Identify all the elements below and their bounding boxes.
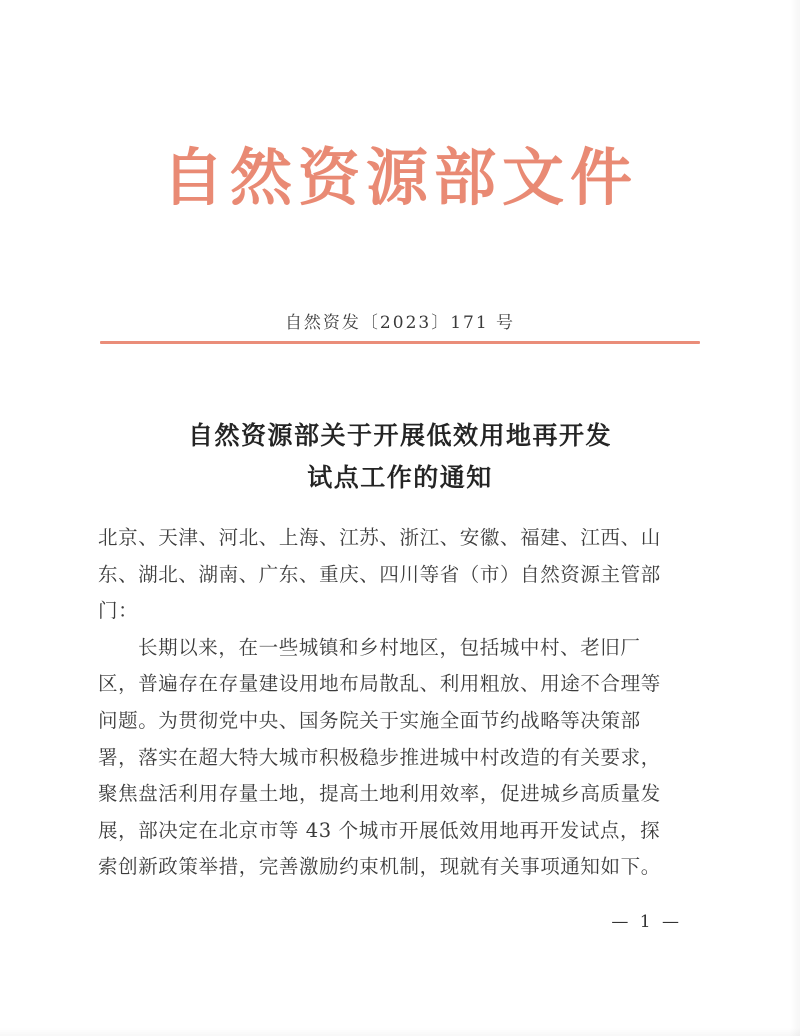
document-body [98,520,682,886]
document-title [0,415,800,499]
recipient-line: 门： [98,599,139,623]
masthead-title: 自然资源部文件 [161,141,638,214]
scan-edge-shading [0,1028,800,1036]
document-number: 自然资发〔2023〕171 号 [284,313,516,333]
body-paragraph-line: 聚焦盘活利用存量土地，提高土地利用效率，促进城乡高质量发 [98,782,661,806]
document-title-line-1: 自然资源部关于开展低效用地再开发 [187,421,612,450]
body-paragraph-line: 索创新政策举措，完善激励约束机制，现就有关事项通知如下。 [98,855,661,879]
document-title-line-2: 试点工作的通知 [307,463,493,492]
body-paragraph-line: 署，落实在超大特大城市积极稳步推进城中村改造的有关要求， [98,745,661,769]
body-paragraph-line: 区，普遍存在存量建设用地布局散乱、利用粗放、用途不合理等 [98,672,661,696]
body-paragraph-line: 问题。为贯彻党中央、国务院关于实施全面节约战略等决策部 [98,708,641,732]
recipient-line: 东、湖北、湖南、广东、重庆、四川等省（市）自然资源主管部 [98,562,661,586]
header-divider-rule [100,341,700,344]
page-number-footer: — 1 — [611,912,682,932]
body-paragraph-line: 展，部决定在北京市等 43 个城市开展低效用地再开发试点，探 [98,818,661,842]
recipient-line: 北京、天津、河北、上海、江苏、浙江、安徽、福建、江西、山 [98,526,661,549]
body-paragraph-line: 长期以来，在一些城镇和乡村地区，包括城中村、老旧厂 [138,635,641,659]
